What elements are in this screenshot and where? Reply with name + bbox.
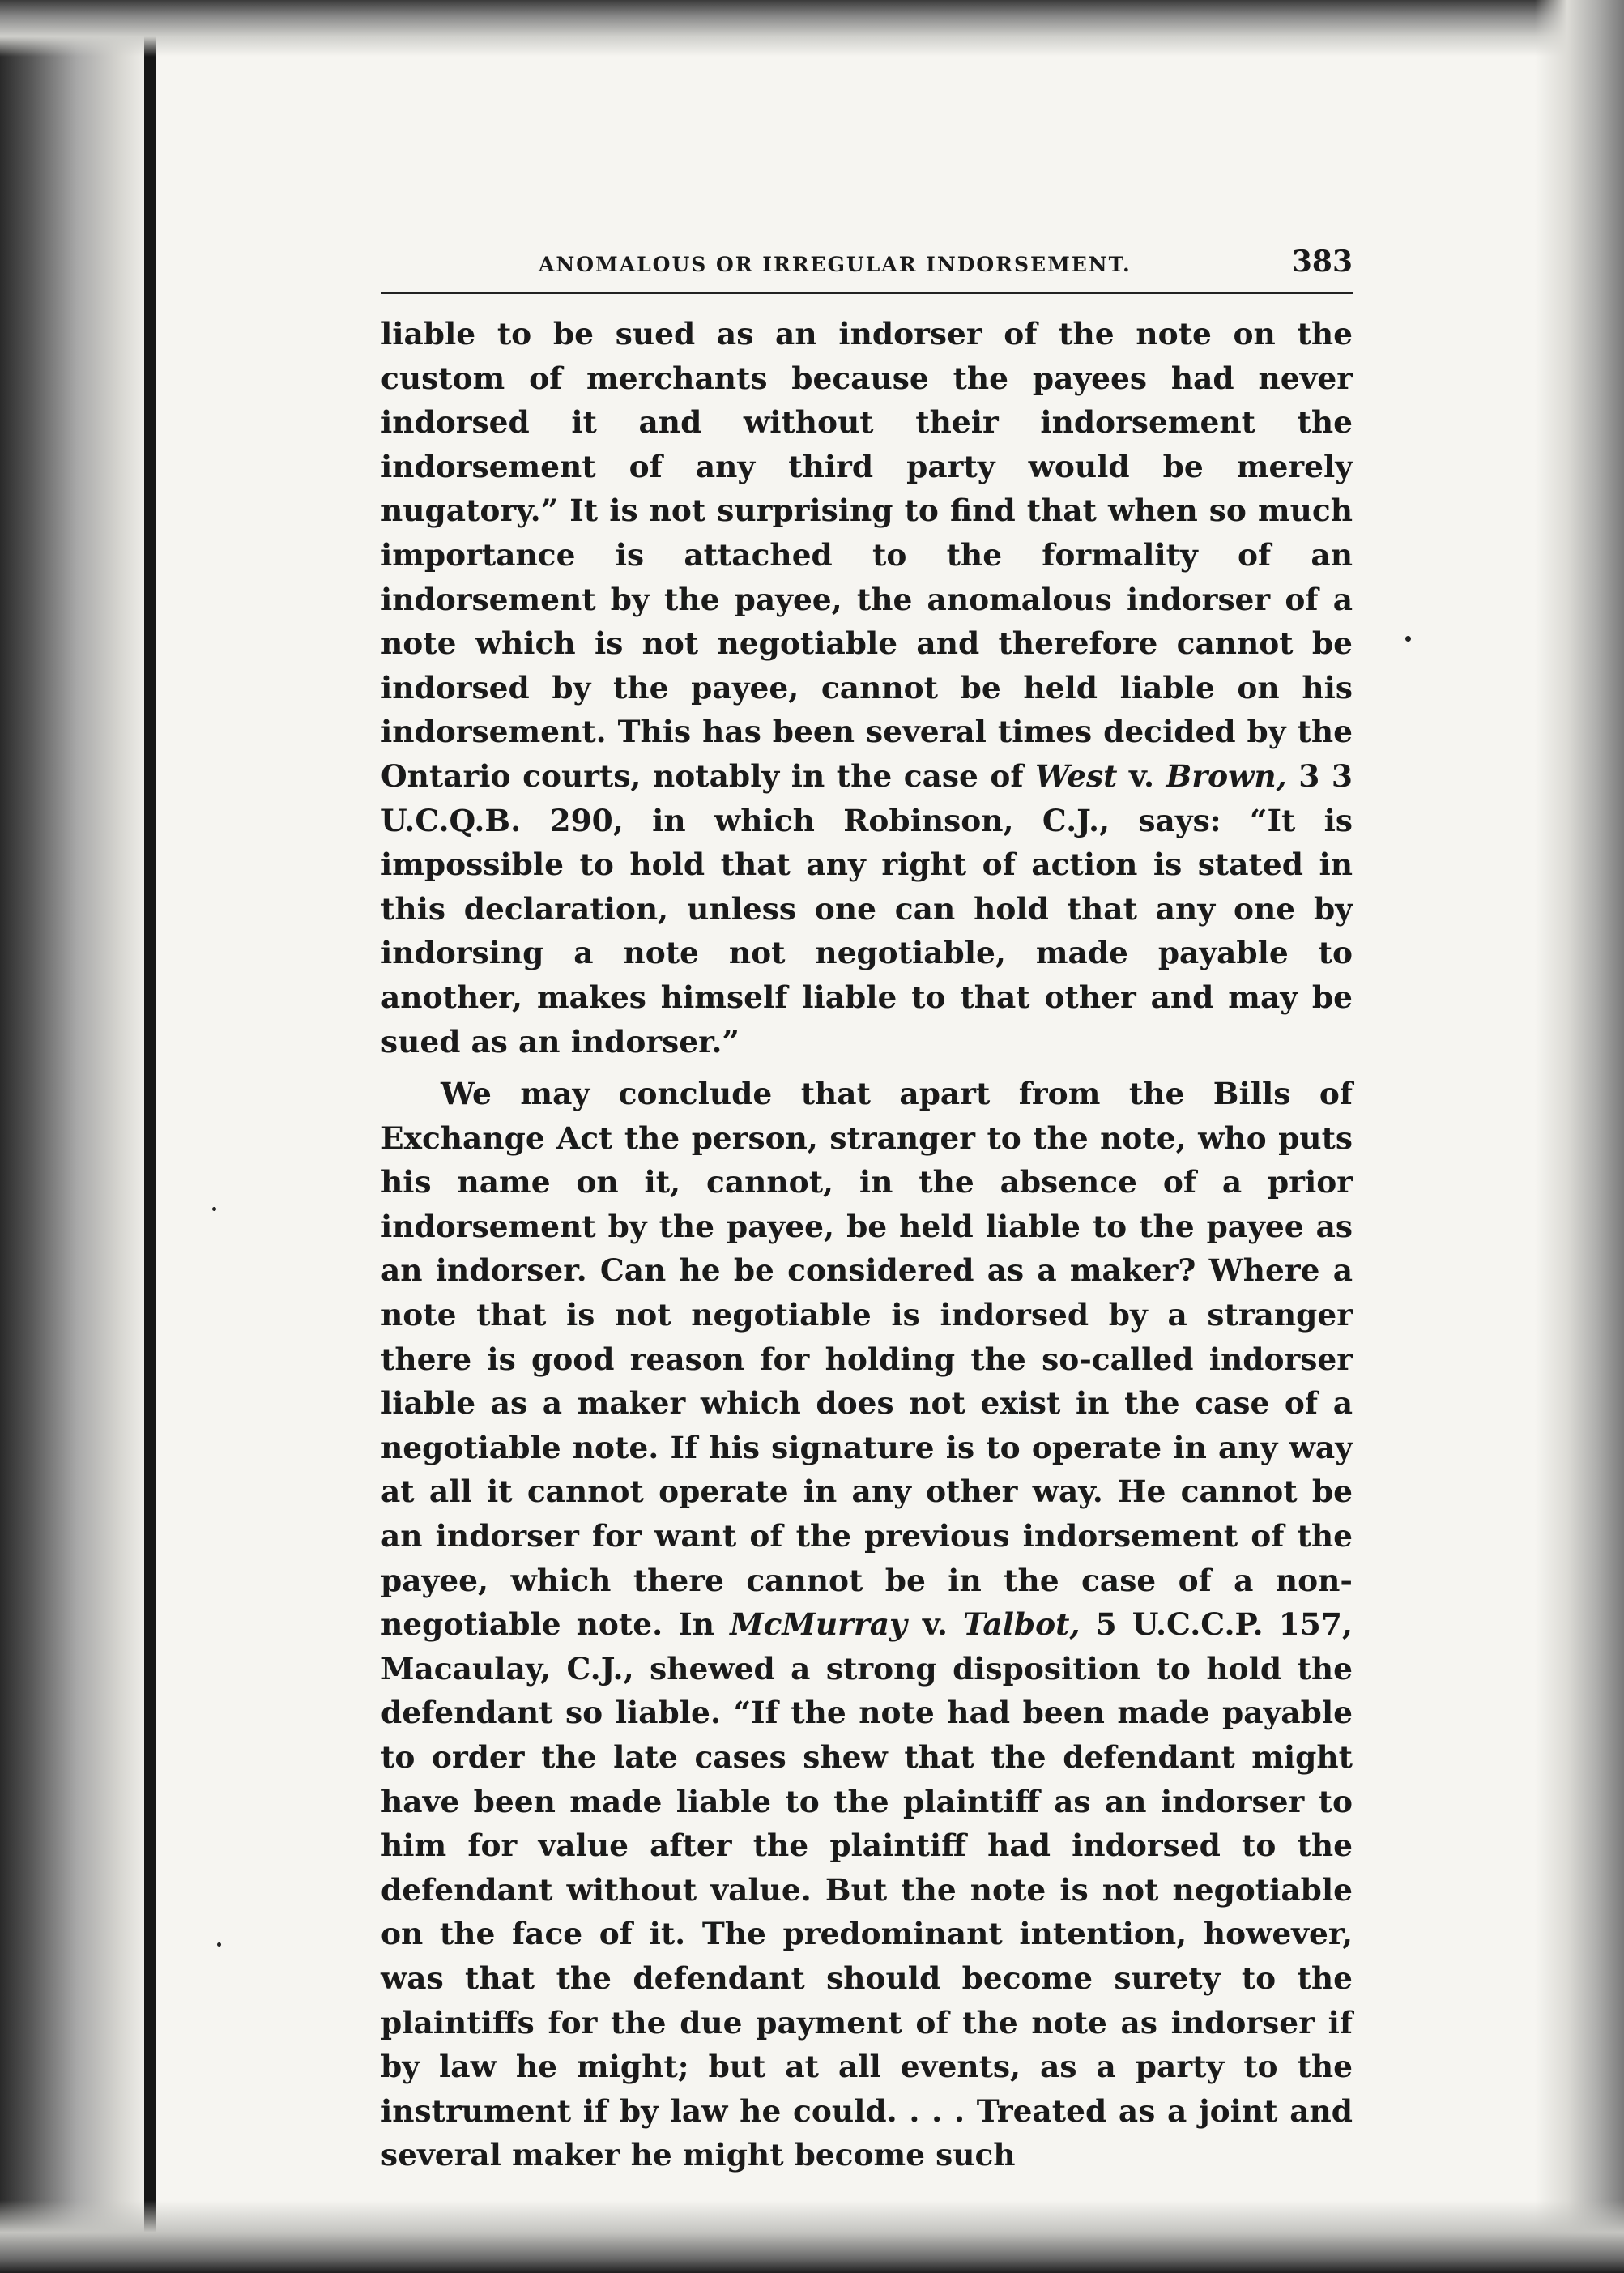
body-text xyxy=(381,312,1353,2177)
scan-speck xyxy=(217,1942,221,1947)
paragraph-2 xyxy=(381,1072,1353,2177)
text-run: v. xyxy=(906,1606,964,1643)
page-number: 383 xyxy=(1291,245,1353,279)
scan-speck xyxy=(1405,636,1411,642)
book-page xyxy=(381,243,1353,2177)
case-name-italic: McMurray xyxy=(730,1606,907,1643)
scan-shadow-left xyxy=(0,0,154,2273)
text-run: We may conclude that apart from the Bills of Exchange Act the person, stranger to the note, who puts his name on it, cannot, in the absence of a prior indorsement by the payee, be held liable to the payee as an indorser. Can he be considered as a maker? Where a note that is not negotiable is indorsed by a stranger there is good reason for holding the so-called indorser liable as a maker which does not exist in the case of a negotiable note. If his signature is to operate in any way at all it cannot operate in any other way. He cannot be an indorser for want of the previous indorsement of the payee, which there cannot be in the case of a non-negotiable note. In xyxy=(381,1076,1353,1643)
text-run: liable to be sued as an indorser of the note on the custom of merchants because the payees had never indorsed it and without their indorsement the indorsement of any third party would be merely nugatory.” It is not surprising to find that when so much importance is attached to the formality of an indorsement by the payee, the anomalous indorser of a note which is not negotiable and therefore cannot be indorsed by the payee, cannot be held liable on his indorsement. This has been several times decided by the Ontario courts, notably in the case of xyxy=(381,316,1353,794)
paragraph-1 xyxy=(381,312,1353,1064)
scan-shadow-top xyxy=(0,0,1624,57)
scan-binding-edge xyxy=(144,0,156,2273)
scan-shadow-bottom xyxy=(0,2200,1624,2273)
running-title: ANOMALOUS OR IRREGULAR INDORSEMENT. xyxy=(539,253,1132,276)
running-head xyxy=(381,243,1353,294)
case-name-italic: Talbot, xyxy=(963,1606,1081,1643)
case-name-italic: West xyxy=(1035,757,1118,794)
text-run: v. xyxy=(1117,757,1166,794)
text-run: 5 U.C.C.P. 157, Macaulay, C.J., shewed a strong disposition to hold the defendant so liable. “If the note had been made payable to order the late cases shew that the defendant might have been made liable to the plaintiff as an indorser to him for value after the plaintiff had indorsed to the defendant without value. But the note is not negotiable on the face of it. The predominant intention, however, was that the defendant should become surety to the plaintiffs for the due payment of the note as indorser if by law he might; but at all events, as a party to the instrument if by law he could. . . . Treated as a joint and several maker he might become such xyxy=(381,1606,1353,2173)
text-run: 3 3 U.C.Q.B. 290, in which Robinson, C.J., says: “It is impossible to hold that any right of action is stated in this declaration, unless one can hold that any one by indorsing a note not negotiable, made payable to another, makes himself liable to that other and may be sued as an indorser.” xyxy=(381,757,1353,1060)
scan-speck xyxy=(212,1207,216,1211)
scan-shadow-right xyxy=(1535,0,1624,2273)
case-name-italic: Brown, xyxy=(1166,757,1287,794)
